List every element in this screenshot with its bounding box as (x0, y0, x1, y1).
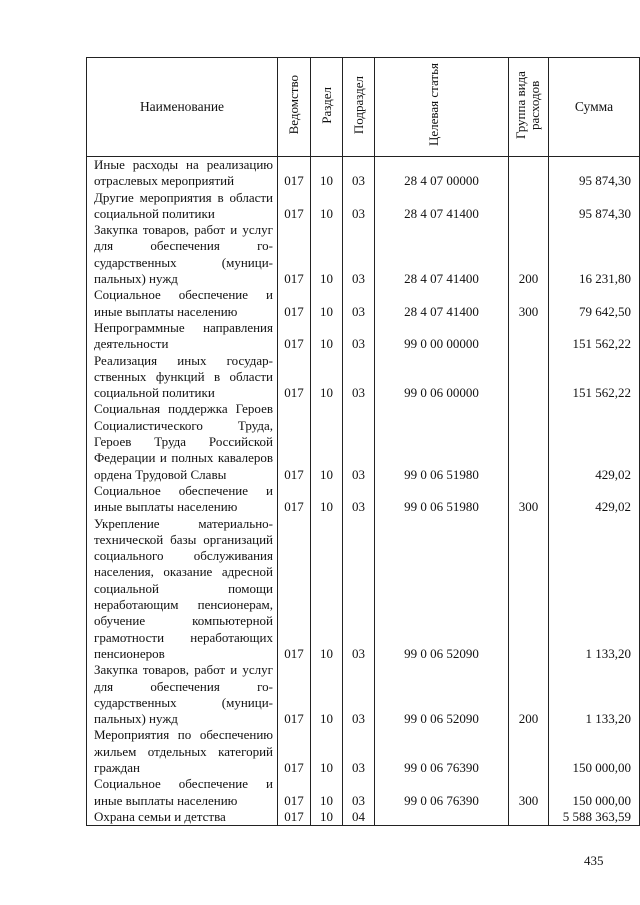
row-name: Иные расходы на реализацию отраслевых мероприятий (87, 157, 278, 190)
row-expense-group: 300 (509, 776, 549, 809)
row-target: 99 0 06 76390 (375, 776, 509, 809)
table-row (87, 190, 640, 223)
row-section: 10 (311, 776, 343, 809)
row-section: 10 (311, 157, 343, 190)
row-section: 10 (311, 320, 343, 353)
row-subsection: 03 (343, 483, 375, 516)
row-subsection: 03 (343, 157, 375, 190)
row-dept: 017 (278, 190, 311, 223)
row-dept: 017 (278, 222, 311, 287)
row-subsection: 03 (343, 776, 375, 809)
row-expense-group (509, 401, 549, 482)
row-name: Закупка товаров, работ и услуг для обеспечения государственных (муниципальных) нужд (87, 222, 278, 287)
row-sum: 150 000,00 (549, 776, 640, 809)
row-dept: 017 (278, 353, 311, 402)
row-name: Закупка товаров, работ и услуг для обеспечения государственных (муниципальных) нужд (87, 662, 278, 727)
row-subsection: 03 (343, 662, 375, 727)
row-target: 28 4 07 41400 (375, 222, 509, 287)
table-row (87, 483, 640, 516)
row-subsection: 03 (343, 401, 375, 482)
row-target: 28 4 07 41400 (375, 190, 509, 223)
row-section: 10 (311, 483, 343, 516)
row-sum: 16 231,80 (549, 222, 640, 287)
row-sum: 5 588 363,59 (549, 809, 640, 826)
row-expense-group (509, 157, 549, 190)
row-name: Охрана семьи и детства (87, 809, 278, 826)
row-section: 10 (311, 222, 343, 287)
row-subsection: 03 (343, 190, 375, 223)
row-sum: 95 874,30 (549, 157, 640, 190)
row-name: Непрограммные направления деятельности (87, 320, 278, 353)
row-sum: 1 133,20 (549, 516, 640, 663)
row-name: Укрепление материально-технической базы организаций социального обслуживания населения, оказание адресной социальной помощи неработающим пенсионерам, обучение компьютерной грамотности неработающих пенсионеров (87, 516, 278, 663)
header-subsection: Подраздел (343, 58, 375, 157)
row-subsection: 03 (343, 353, 375, 402)
page-number: 435 (584, 853, 604, 868)
row-subsection: 03 (343, 320, 375, 353)
row-dept: 017 (278, 483, 311, 516)
row-section: 10 (311, 809, 343, 826)
row-section: 10 (311, 353, 343, 402)
row-name: Другие мероприятия в области социальной политики (87, 190, 278, 223)
row-sum: 429,02 (549, 401, 640, 482)
row-sum: 95 874,30 (549, 190, 640, 223)
row-dept: 017 (278, 401, 311, 482)
row-subsection: 03 (343, 727, 375, 776)
table-row (87, 157, 640, 190)
row-expense-group (509, 516, 549, 663)
header-name: Наименование (87, 58, 278, 157)
row-section: 10 (311, 516, 343, 663)
budget-table (86, 57, 640, 826)
header-expense-group: Группа вида расходов (509, 58, 549, 157)
row-name: Социальное обеспечение и иные выплаты населению (87, 776, 278, 809)
row-expense-group: 200 (509, 222, 549, 287)
row-sum: 1 133,20 (549, 662, 640, 727)
row-target (375, 809, 509, 826)
table-row (87, 776, 640, 809)
row-name: Социальная поддержка Героев Социалистического Труда, Героев Труда Российской Федерации и полных кавалеров ордена Трудовой Славы (87, 401, 278, 482)
row-section: 10 (311, 287, 343, 320)
row-dept: 017 (278, 287, 311, 320)
row-expense-group (509, 353, 549, 402)
row-subsection: 03 (343, 287, 375, 320)
row-name: Социальное обеспечение и иные выплаты населению (87, 483, 278, 516)
row-target: 99 0 06 52090 (375, 662, 509, 727)
row-dept: 017 (278, 776, 311, 809)
header-dept: Ведомство (278, 58, 311, 157)
row-dept: 017 (278, 727, 311, 776)
row-name: Мероприятия по обеспечению жильем отдельных категорий граждан (87, 727, 278, 776)
row-section: 10 (311, 190, 343, 223)
row-dept: 017 (278, 662, 311, 727)
row-dept: 017 (278, 320, 311, 353)
row-section: 10 (311, 662, 343, 727)
table-row (87, 287, 640, 320)
table-row (87, 516, 640, 663)
row-target: 28 4 07 41400 (375, 287, 509, 320)
row-expense-group (509, 809, 549, 826)
row-expense-group: 300 (509, 483, 549, 516)
row-subsection: 04 (343, 809, 375, 826)
header-row (87, 58, 640, 157)
row-expense-group (509, 320, 549, 353)
row-expense-group: 200 (509, 662, 549, 727)
row-sum: 150 000,00 (549, 727, 640, 776)
row-subsection: 03 (343, 222, 375, 287)
table-row (87, 320, 640, 353)
row-sum: 151 562,22 (549, 320, 640, 353)
table-row (87, 727, 640, 776)
row-section: 10 (311, 401, 343, 482)
table-row (87, 401, 640, 482)
row-expense-group: 300 (509, 287, 549, 320)
row-name: Реализация иных государственных функций в области социальной политики (87, 353, 278, 402)
table-row (87, 353, 640, 402)
row-expense-group (509, 190, 549, 223)
row-dept: 017 (278, 157, 311, 190)
row-subsection: 03 (343, 516, 375, 663)
row-target: 99 0 06 52090 (375, 516, 509, 663)
row-target: 99 0 06 76390 (375, 727, 509, 776)
row-target: 99 0 00 00000 (375, 320, 509, 353)
row-dept: 017 (278, 809, 311, 826)
table-row (87, 809, 640, 826)
row-target: 99 0 06 51980 (375, 401, 509, 482)
row-sum: 79 642,50 (549, 287, 640, 320)
row-sum: 429,02 (549, 483, 640, 516)
header-target: Целевая статья (375, 58, 509, 157)
row-target: 99 0 06 00000 (375, 353, 509, 402)
row-section: 10 (311, 727, 343, 776)
row-target: 28 4 07 00000 (375, 157, 509, 190)
row-target: 99 0 06 51980 (375, 483, 509, 516)
table-row (87, 662, 640, 727)
row-dept: 017 (278, 516, 311, 663)
row-sum: 151 562,22 (549, 353, 640, 402)
row-name: Социальное обеспечение и иные выплаты населению (87, 287, 278, 320)
header-sum: Сумма (549, 58, 640, 157)
row-expense-group (509, 727, 549, 776)
table-row (87, 222, 640, 287)
header-section: Раздел (311, 58, 343, 157)
